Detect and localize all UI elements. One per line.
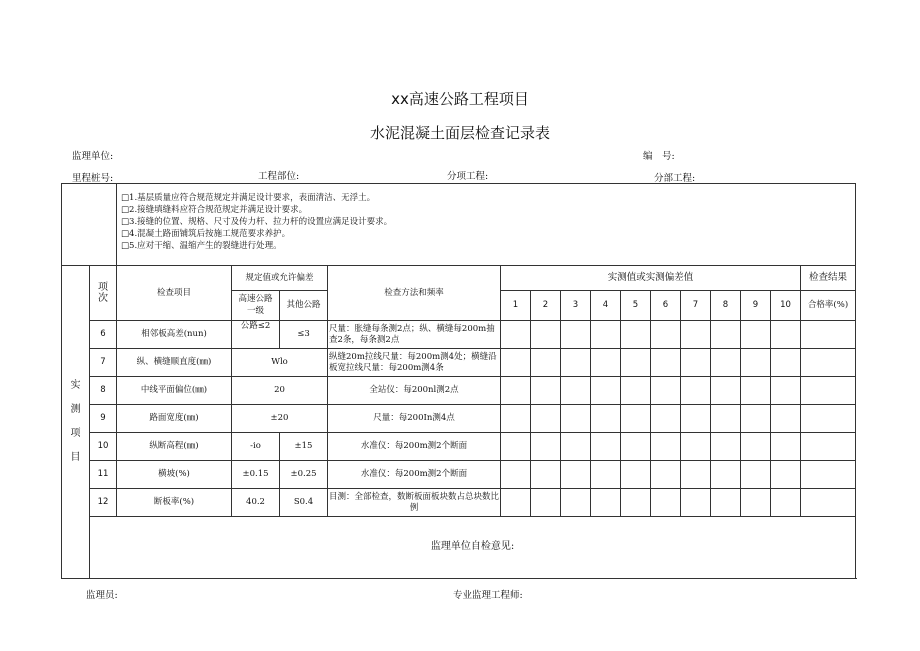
row-item: 相邻板高差(nun) [117,321,232,349]
supervisor-unit-label: 监理单位: [72,151,114,162]
requirements-blank-cell [62,184,117,266]
row-spec-merged: Wlo [232,349,328,377]
requirement-4: □4.混凝土路面铺筑后按施工规范要求养护。 [121,229,291,239]
measure-cell[interactable] [651,349,681,377]
measure-cell[interactable] [591,433,621,461]
requirements-cell [117,184,856,266]
measure-cell[interactable] [681,349,711,377]
measure-cell[interactable] [651,489,681,517]
pass-rate-cell[interactable] [801,321,856,349]
measure-col-3: 3 [561,291,591,321]
measure-col-5: 5 [621,291,651,321]
measure-cell[interactable] [651,433,681,461]
measure-cell[interactable] [501,405,531,433]
row-spec-merged: 20 [232,377,328,405]
measure-cell[interactable] [711,349,741,377]
measure-cell[interactable] [591,349,621,377]
measure-cell[interactable] [771,377,801,405]
row-method: 全站仪：每200nl测2点 [328,377,501,405]
measure-cell[interactable] [561,433,591,461]
measure-cell[interactable] [741,405,771,433]
row-spec-other: ±15 [280,433,328,461]
row-spec-merged: ±20 [232,405,328,433]
row-no: 7 [90,349,117,377]
row-spec-highway: 公路≤2 [232,321,280,349]
check-item-header: 检查项目 [117,266,232,321]
mileage-label: 里程桩号: [72,173,114,184]
document-subtitle: 水泥混凝土面层检查记录表 [369,124,550,142]
section-label-char: 目 [70,452,81,463]
measure-cell[interactable] [651,405,681,433]
section-label-char: 项 [70,428,81,439]
requirement-5: □5.应对干缩、温缩产生的裂缝进行处理。 [121,241,282,251]
measure-col-9: 9 [741,291,771,321]
measure-col-7: 7 [681,291,711,321]
row-method: 尺量：胀缝每条测2点；纵、横缝每200m抽查2条，每条测2点 [328,321,501,349]
row-method: 水准仪：每200m测2个断面 [328,461,501,489]
measure-cell[interactable] [501,349,531,377]
measure-cell[interactable] [501,377,531,405]
measure-col-4: 4 [591,291,621,321]
requirement-3: □3.接缝的位置、规格、尺寸及传力杆、拉力杆的设置应满足设计要求。 [121,217,393,227]
measure-cell[interactable] [621,349,651,377]
table-row [62,461,856,489]
measure-cell[interactable] [711,433,741,461]
requirement-2: □2.接缝填缝料应符合规范规定并满足设计要求。 [121,205,308,215]
measure-col-2: 2 [531,291,561,321]
measure-cell[interactable] [621,405,651,433]
self-check-label: 监理单位自检意见: [430,541,515,553]
spec-highway-header: 高速公路一级 [232,291,280,321]
document-title: xx高速公路工程项目 [391,90,529,108]
measure-cell[interactable] [651,321,681,349]
measure-cell[interactable] [771,349,801,377]
measure-cell[interactable] [741,489,771,517]
measure-cell[interactable] [681,461,711,489]
measure-cell[interactable] [531,405,561,433]
measure-cell[interactable] [621,377,651,405]
engineer-signature-label: 专业监理工程师: [453,590,523,601]
row-no: 6 [90,321,117,349]
pass-rate-cell[interactable] [801,433,856,461]
table-row [62,321,856,349]
row-item: 路面宽度(㎜) [117,405,232,433]
measure-cell[interactable] [531,489,561,517]
section-label-char: 测 [70,404,81,415]
measure-cell[interactable] [591,489,621,517]
result-header: 检查结果 [801,266,856,291]
row-item: 横坡(%) [117,461,232,489]
row-no: 9 [90,405,117,433]
measure-cell[interactable] [681,405,711,433]
measure-cell[interactable] [531,321,561,349]
measure-cell[interactable] [711,377,741,405]
measure-cell[interactable] [561,489,591,517]
row-no: 8 [90,377,117,405]
measure-cell[interactable] [591,461,621,489]
pass-rate-cell[interactable] [801,377,856,405]
measure-cell[interactable] [531,461,561,489]
measure-cell[interactable] [591,405,621,433]
row-item: 断板率(%) [117,489,232,517]
measure-col-8: 8 [711,291,741,321]
measure-col-6: 6 [651,291,681,321]
table-row [62,433,856,461]
pass-rate-cell[interactable] [801,461,856,489]
measure-cell[interactable] [711,405,741,433]
table-row [62,377,856,405]
pass-rate-header: 合格率(%) [801,291,856,321]
measure-cell[interactable] [501,489,531,517]
item-no-header: 项次 [90,266,117,321]
measured-header: 实测值或实测偏差值 [501,266,801,291]
measure-cell[interactable] [741,349,771,377]
row-method: 尺量：每200In测4点 [328,405,501,433]
measure-cell[interactable] [591,321,621,349]
pass-rate-cell[interactable] [801,405,856,433]
measure-col-1: 1 [501,291,531,321]
row-item: 纵断高程(㎜) [117,433,232,461]
serial-no-label: 编 号: [643,151,675,162]
measure-cell[interactable] [741,377,771,405]
measure-cell[interactable] [591,377,621,405]
requirement-1: □1.基层质量应符合规范规定并满足设计要求，表面清洁、无浮土。 [121,193,376,203]
project-part-label: 工程部位: [258,171,300,182]
table-row [62,489,856,517]
measure-cell[interactable] [681,321,711,349]
measure-cell[interactable] [561,461,591,489]
measure-cell[interactable] [771,405,801,433]
measure-cell[interactable] [741,433,771,461]
measure-cell[interactable] [771,433,801,461]
measure-cell[interactable] [621,489,651,517]
measure-cell[interactable] [621,433,651,461]
section-label-char: 实 [70,380,81,391]
measure-cell[interactable] [561,405,591,433]
measure-cell[interactable] [561,349,591,377]
pass-rate-cell[interactable] [801,489,856,517]
section-label-cell [62,266,90,579]
row-item: 中线平面偏位(㎜) [117,377,232,405]
row-method: 目测：全部检查，数断板面板块数占总块数比例 [328,489,501,517]
row-no: 10 [90,433,117,461]
row-method: 纵缝20m拉线尺量：每200m测4处；横缝沿板宽拉线尺量：每200m测4条 [328,349,501,377]
supervisor-signature-label: 监理员: [86,590,118,601]
measure-cell[interactable] [531,377,561,405]
measure-cell[interactable] [621,321,651,349]
measure-cell[interactable] [741,321,771,349]
pass-rate-cell[interactable] [801,349,856,377]
spec-other-header: 其他公路 [280,291,328,321]
row-method: 水准仪：每200m测2个断面 [328,433,501,461]
measure-cell[interactable] [741,461,771,489]
row-spec-other: S0.4 [280,489,328,517]
table-row [62,349,856,377]
measure-cell[interactable] [621,461,651,489]
sub-item-label: 分项工程: [447,171,489,182]
row-spec-highway: -io [232,433,280,461]
measure-cell[interactable] [651,461,681,489]
row-item: 纵、横缝顺直度(㎜) [117,349,232,377]
method-header: 检查方法和频率 [328,266,501,321]
measure-cell[interactable] [531,349,561,377]
measure-cell[interactable] [771,461,801,489]
row-no: 12 [90,489,117,517]
row-spec-other: ±0.25 [280,461,328,489]
measure-cell[interactable] [561,377,591,405]
measure-cell[interactable] [711,489,741,517]
measure-cell[interactable] [681,433,711,461]
measure-cell[interactable] [561,321,591,349]
measure-cell[interactable] [501,433,531,461]
table-row [62,405,856,433]
self-check-opinion-cell[interactable] [90,517,856,579]
measure-col-10: 10 [771,291,801,321]
measure-cell[interactable] [771,489,801,517]
row-spec-highway: ±0.15 [232,461,280,489]
inspection-table [61,183,856,579]
spec-header: 规定值或允许偏差 [232,266,328,291]
measure-cell[interactable] [501,321,531,349]
row-no: 11 [90,461,117,489]
row-spec-other: ≤3 [280,321,328,349]
measure-cell[interactable] [711,461,741,489]
sub-project-label: 分部工程: [654,173,696,184]
measure-cell[interactable] [771,321,801,349]
measure-cell[interactable] [501,461,531,489]
row-spec-highway: 40.2 [232,489,280,517]
measure-cell[interactable] [681,489,711,517]
measure-cell[interactable] [531,433,561,461]
measure-cell[interactable] [651,377,681,405]
measure-cell[interactable] [681,377,711,405]
measure-cell[interactable] [711,321,741,349]
